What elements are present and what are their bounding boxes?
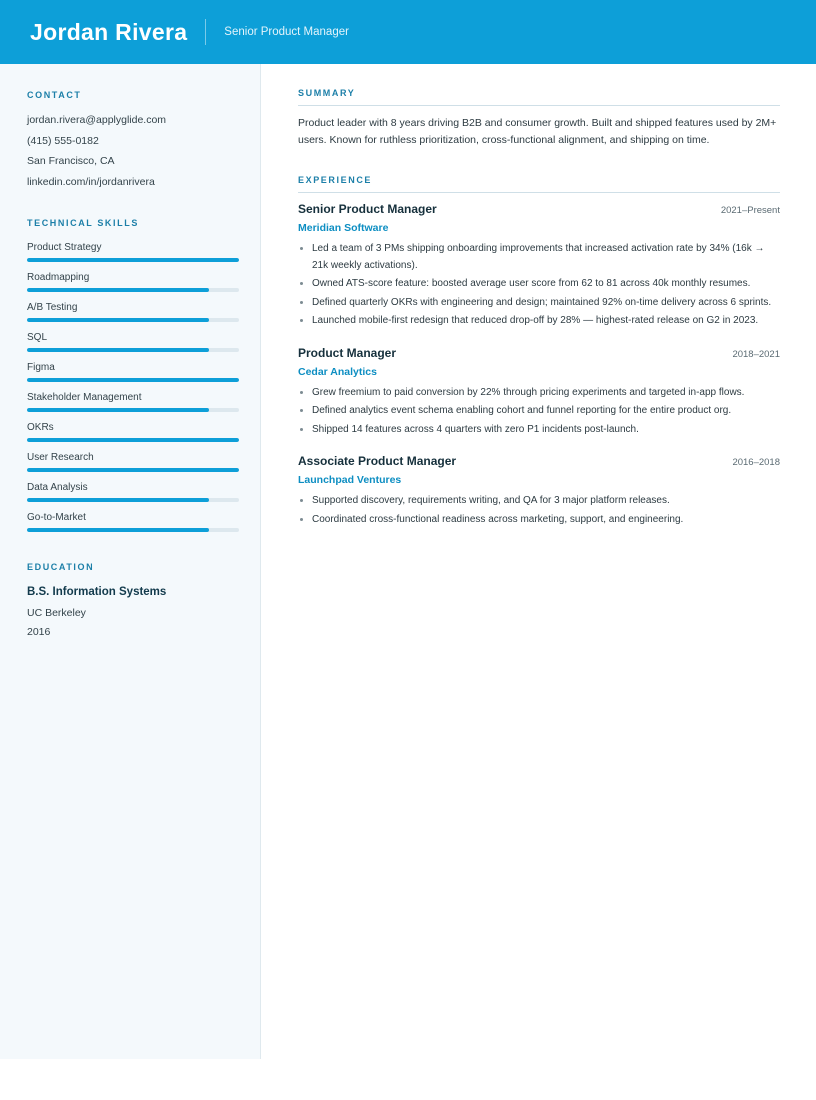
- experience-item: [298, 202, 780, 330]
- skill-item: [27, 332, 238, 352]
- list-item: Led a team of 3 PMs shipping onboarding improvements that increased activation rate by 34% (16k → 21k weekly activations).: [298, 241, 780, 274]
- header-divider: [205, 19, 206, 45]
- experience-bullets: [298, 385, 780, 439]
- education-year: 2016: [27, 626, 51, 639]
- experience-item: [298, 346, 780, 439]
- skill-bar-fill: [27, 258, 239, 262]
- skill-bar-track: [27, 258, 239, 262]
- skill-bar-track: [27, 438, 239, 442]
- skill-bar-track: [27, 408, 239, 412]
- education-school: UC Berkeley: [27, 607, 86, 620]
- page-bottom-margin: [0, 1059, 816, 1100]
- skill-label: A/B Testing: [27, 302, 78, 314]
- skill-item: [27, 302, 238, 322]
- experience-section-heading: EXPERIENCE: [298, 175, 780, 193]
- skill-bar-track: [27, 348, 239, 352]
- education-entry: [27, 586, 238, 638]
- education-degree: B.S. Information Systems: [27, 586, 167, 599]
- experience-header: [298, 454, 780, 468]
- skill-item: [27, 242, 238, 262]
- contact-section-heading: CONTACT: [27, 90, 82, 100]
- contact-location: San Francisco, CA: [27, 155, 115, 168]
- skill-bar-fill: [27, 468, 239, 472]
- contact-phone: (415) 555-0182: [27, 134, 99, 147]
- experience-dates: 2016–2018: [732, 457, 780, 468]
- skill-label: Stakeholder Management: [27, 392, 142, 404]
- experience-role: Product Manager: [298, 345, 397, 360]
- list-item: Launched mobile-first redesign that reduced drop-off by 28% — highest-rated release on G2 in 2023.: [298, 313, 780, 330]
- list-item: Shipped 14 features across 4 quarters with zero P1 incidents post-launch.: [298, 422, 780, 439]
- experience-dates: 2018–2021: [732, 348, 780, 360]
- skill-label: Data Analysis: [27, 482, 88, 494]
- main-content: [261, 64, 816, 1059]
- skill-label: Product Strategy: [27, 242, 102, 254]
- skill-label: Go-to-Market: [27, 512, 86, 524]
- header-subtitle: Senior Product Manager: [224, 26, 349, 38]
- experience-bullets: [298, 493, 780, 528]
- experience-item: [298, 454, 780, 528]
- page-title: Jordan Rivera: [30, 18, 188, 45]
- list-item: Owned ATS-score feature: boosted average user score from 62 to 81 across 40k monthly resumes.: [298, 276, 780, 293]
- skill-bar-fill: [27, 498, 209, 502]
- contact-list: [27, 114, 238, 188]
- experience-company: Launchpad Ventures: [298, 474, 402, 486]
- list-item: Supported discovery, requirements writing, and QA for 3 major platform releases.: [298, 493, 780, 510]
- experience-role: Senior Product Manager: [298, 202, 437, 216]
- education-section-heading: EDUCATION: [27, 562, 95, 573]
- resume-body: [0, 64, 816, 1059]
- skill-item: [27, 452, 238, 472]
- skill-item: [27, 392, 238, 412]
- list-item: Defined quarterly OKRs with engineering and design; maintained 92% on-time delivery across 6 sprints.: [298, 295, 780, 312]
- skill-bar-track: [27, 528, 239, 532]
- list-item: Coordinated cross-functional readiness across marketing, support, and engineering.: [298, 512, 780, 529]
- skill-bar-track: [27, 288, 239, 292]
- experience-bullets: [298, 241, 780, 330]
- summary-section-heading: SUMMARY: [298, 88, 780, 106]
- skills-section-heading: TECHNICAL SKILLS: [27, 218, 139, 229]
- skill-bar-track: [27, 468, 239, 472]
- skill-bar-fill: [27, 438, 239, 442]
- skill-bar-track: [27, 498, 239, 502]
- contact-linkedin[interactable]: linkedin.com/in/jordanrivera: [27, 175, 155, 188]
- experience-header: [298, 346, 780, 360]
- experience-header: [298, 202, 780, 216]
- sidebar: [0, 64, 261, 1059]
- skill-bar-track: [27, 378, 239, 382]
- experience-dates: 2021–Present: [720, 205, 780, 216]
- skill-item: [27, 422, 238, 442]
- skill-label: Roadmapping: [27, 272, 90, 284]
- resume-header: [0, 0, 816, 64]
- contact-email[interactable]: jordan.rivera@applyglide.com: [27, 114, 167, 126]
- skill-item: [27, 272, 238, 292]
- skill-label: SQL: [27, 332, 48, 344]
- experience-role: Associate Product Manager: [298, 454, 457, 468]
- skill-bar-fill: [27, 348, 209, 352]
- skill-item: [27, 362, 238, 382]
- skills-list: [27, 242, 238, 532]
- summary-text: Product leader with 8 years driving B2B and consumer growth. Built and shipped features used by 2M+ users. Known for ruthless prioritization, cross-functional alignment, and shipping on time.: [298, 117, 777, 146]
- skill-bar-fill: [27, 408, 209, 412]
- skill-label: User Research: [27, 452, 94, 464]
- skill-label: Figma: [27, 362, 55, 374]
- skill-bar-fill: [27, 288, 209, 292]
- experience-company: Cedar Analytics: [298, 365, 377, 378]
- list-item: Grew freemium to paid conversion by 22% through pricing experiments and targeted in-app flows.: [298, 385, 780, 402]
- skill-bar-fill: [27, 378, 239, 382]
- skill-bar-track: [27, 318, 239, 322]
- experience-company: Meridian Software: [298, 222, 389, 234]
- skill-item: [27, 482, 238, 502]
- skill-item: [27, 512, 238, 532]
- skill-bar-fill: [27, 528, 209, 532]
- skill-bar-fill: [27, 318, 209, 322]
- skill-label: OKRs: [27, 422, 54, 434]
- list-item: Defined analytics event schema enabling cohort and funnel reporting for the entire product org.: [298, 403, 780, 420]
